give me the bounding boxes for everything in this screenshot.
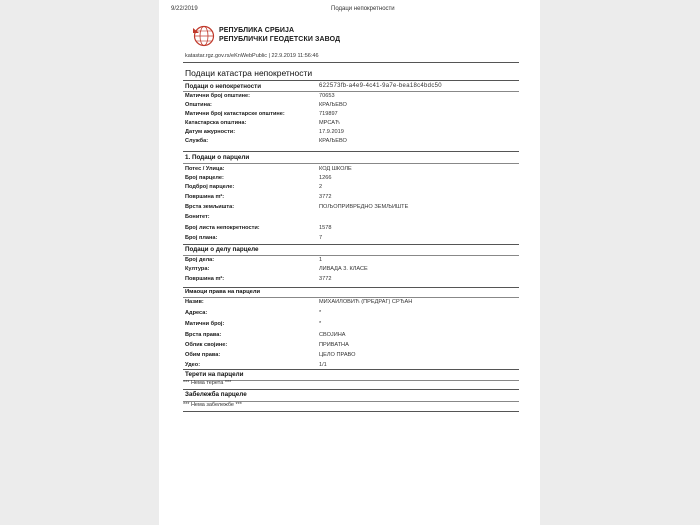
- row-label: Површина m²:: [185, 276, 225, 282]
- table-row: [185, 275, 519, 284]
- row-label: Врста права:: [185, 332, 222, 338]
- table-row: [185, 119, 519, 128]
- document-page: [159, 0, 540, 525]
- row-label: Подброј парцеле:: [185, 184, 235, 190]
- row-label: Катастарска општина:: [185, 120, 247, 126]
- row-label: Врста земљишта:: [185, 204, 235, 210]
- table-row: [185, 256, 519, 265]
- table-row: [185, 351, 519, 360]
- parcel-section-title: 1. Подаци о парцели: [185, 154, 250, 161]
- row-value: 719897: [319, 111, 338, 117]
- row-value: ЦЕЛО ПРАВО: [319, 352, 356, 358]
- source-line: katastar.rgz.gov.rs/eKnWebPublic | 22.9.2019 11:56:46: [185, 53, 319, 59]
- row-value: 3772: [319, 276, 332, 282]
- table-row: [185, 309, 519, 318]
- row-label: Служба:: [185, 138, 209, 144]
- row-value: СВОЈИНА: [319, 332, 346, 338]
- table-row: [185, 92, 519, 101]
- table-row: [185, 174, 519, 183]
- divider: [183, 411, 519, 412]
- row-label: Обим права:: [185, 352, 221, 358]
- print-header: [171, 6, 528, 16]
- divider: [183, 151, 519, 152]
- row-value: 17.9.2019: [319, 129, 344, 135]
- table-row: [185, 137, 519, 146]
- divider: [183, 80, 519, 81]
- logo-line-1: РЕПУБЛИКА СРБИЈА: [219, 27, 295, 34]
- row-label: Адреса:: [185, 310, 208, 316]
- row-label: Површина m²:: [185, 194, 225, 200]
- logo-text: [219, 27, 340, 44]
- rgz-logo: [191, 24, 511, 48]
- row-label: Датум ажурности:: [185, 129, 236, 135]
- row-value: *: [319, 321, 322, 327]
- parcel-part-section-title: Подаци о делу парцеле: [185, 246, 259, 253]
- row-value: 1: [319, 257, 323, 263]
- table-row: [185, 234, 519, 243]
- row-value: МИХАИЛОВИЋ (ПРЕДРАГ) СРЂАН: [319, 299, 413, 305]
- row-value: 1/1: [319, 362, 327, 368]
- row-value: 3772: [319, 194, 332, 200]
- row-label: Број листа непокретности:: [185, 225, 260, 231]
- row-label: Удео:: [185, 362, 201, 368]
- row-value: КРАЉЕВО: [319, 102, 347, 108]
- divider: [183, 62, 519, 63]
- row-label: Општина:: [185, 102, 212, 108]
- burdens-note: *** Нема терета ***: [183, 380, 232, 386]
- row-label: Матични број катастарске општине:: [185, 111, 285, 117]
- row-label: Бонитет:: [185, 214, 210, 220]
- table-row: [185, 193, 519, 202]
- row-value: МРСАЋ: [319, 120, 340, 126]
- row-label: Број дела:: [185, 257, 215, 263]
- logo-line-2: РЕПУБЛИЧКИ ГЕОДЕТСКИ ЗАВОД: [219, 35, 341, 43]
- row-label: Број парцеле:: [185, 175, 224, 181]
- table-row: [185, 213, 519, 222]
- row-label: Назив:: [185, 299, 204, 305]
- divider: [183, 244, 519, 245]
- row-value: ПРИВАТНА: [319, 342, 349, 348]
- row-label: Матични број општине:: [185, 93, 251, 99]
- table-row: [185, 165, 519, 174]
- table-row: [185, 331, 519, 340]
- row-value: КРАЉЕВО: [319, 138, 347, 144]
- property-header-label: Подаци о непокретности: [185, 83, 262, 90]
- row-value: 70653: [319, 93, 335, 99]
- property-id: 622573fb-a4e9-4c41-9a7e-bea18c4bdc50: [319, 83, 442, 89]
- burdens-section-title: Терети на парцели: [185, 371, 244, 378]
- table-row: [185, 101, 519, 110]
- row-label: Облик својине:: [185, 342, 228, 348]
- print-title: Подаци непокретности: [331, 6, 395, 12]
- row-value: *: [319, 310, 322, 316]
- row-value: 7: [319, 235, 323, 241]
- table-row: [185, 183, 519, 192]
- row-value: ПОЉОПРИВРЕДНО ЗЕМЉИШТЕ: [319, 204, 409, 210]
- divider: [183, 380, 519, 381]
- property-header-row: [185, 82, 519, 91]
- table-row: [185, 341, 519, 350]
- table-row: [185, 224, 519, 233]
- row-value: 1266: [319, 175, 332, 181]
- table-row: [185, 298, 519, 307]
- row-label: Број плана:: [185, 235, 218, 241]
- row-value: 1578: [319, 225, 332, 231]
- divider: [183, 163, 519, 164]
- row-label: Матични број:: [185, 321, 225, 327]
- divider: [183, 287, 519, 288]
- row-label: Потес / Улица:: [185, 166, 225, 172]
- table-row: [185, 265, 519, 274]
- row-value: 2: [319, 184, 323, 190]
- rgz-emblem-icon: [191, 24, 217, 48]
- table-row: [185, 110, 519, 119]
- print-date: 9/22/2019: [171, 6, 198, 12]
- table-row: [185, 128, 519, 137]
- row-value: КОД ШКОЛЕ: [319, 166, 352, 172]
- table-row: [185, 203, 519, 212]
- notes-section-title: Забележба парцеле: [185, 391, 247, 398]
- row-value: ЛИВАДА 3. КЛАСЕ: [319, 266, 368, 272]
- doc-title: Подаци катастра непокретности: [185, 68, 313, 78]
- table-row: [185, 320, 519, 329]
- divider: [183, 389, 519, 390]
- notes-note: *** Нема забележбе ***: [183, 402, 242, 408]
- rights-holders-section-title: Имаоци права на парцели: [185, 289, 261, 295]
- row-label: Култура:: [185, 266, 210, 272]
- divider: [183, 369, 519, 370]
